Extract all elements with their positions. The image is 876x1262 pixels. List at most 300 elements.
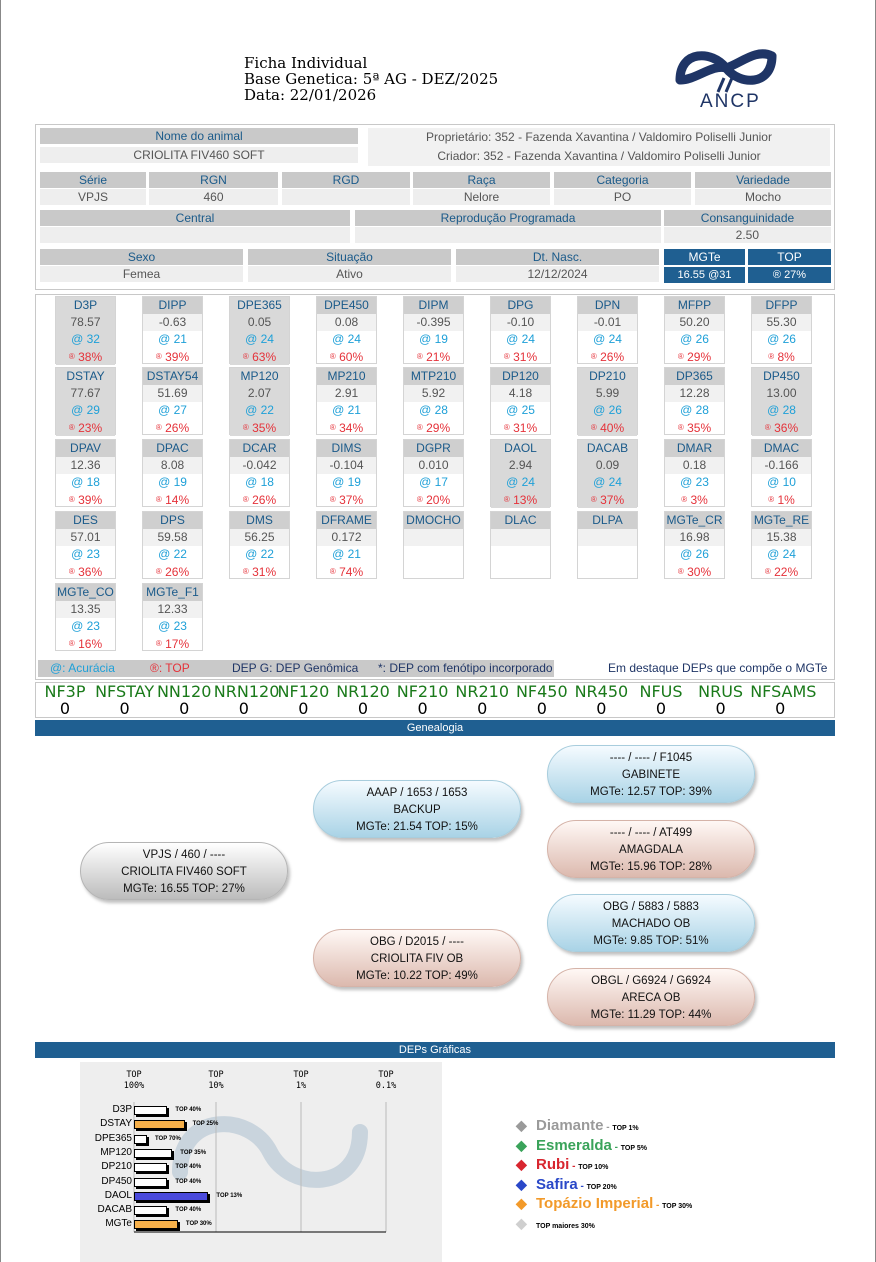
diamond-icon: ◆ [516, 1117, 527, 1133]
genealogia-title: Genealogia [35, 720, 835, 736]
chart-bar-daol [134, 1192, 208, 1201]
raca-value: Nelore [413, 189, 550, 205]
dep-value: 5.92 [404, 385, 463, 402]
nf-cell-nr210 [452, 683, 512, 717]
chart-bar-label: TOP 40% [175, 1207, 202, 1214]
nasc-label: Dt. Nasc. [456, 249, 659, 265]
dep-accuracy [404, 546, 463, 563]
pedigree-sire-sire[interactable] [547, 745, 755, 803]
nf-cell-nf3p [35, 683, 95, 717]
sire-id: AAAP / 1653 / 1653 [366, 787, 468, 799]
mgte-label: MGTe [664, 249, 745, 265]
nf-value: 0 [715, 699, 726, 718]
rgn-label: RGN [149, 172, 278, 188]
nf-value: 0 [59, 699, 71, 718]
top-mark: ® [155, 352, 162, 361]
dep-cell-dps [142, 511, 203, 579]
pedigree-dam-sire[interactable] [547, 894, 755, 952]
gem-top: TOP maiores 30% [536, 1222, 595, 1230]
sd-mgte: MGTe: 15.96 TOP: 28% [590, 861, 712, 873]
nf-name: NF120 [277, 682, 330, 701]
dep-cell-dlac [490, 511, 551, 579]
gem-name: Rubi [536, 1156, 570, 1173]
dep-name: DIPP [143, 297, 202, 314]
top-mark: ® [590, 352, 597, 361]
dep-name: DPE365 [230, 297, 289, 314]
dep-name: DP365 [665, 368, 724, 385]
dep-cell-dstay [55, 367, 116, 435]
chart-bar-label: TOP 40% [175, 1178, 202, 1185]
dep-accuracy: @ 24 [767, 547, 796, 561]
dep-value: 12.28 [665, 385, 724, 402]
chart-bar-mgte [134, 1220, 178, 1229]
chart-column-head-line: TOP [126, 1070, 142, 1080]
gem-top: TOP 1% [612, 1125, 639, 1132]
gem-separator: - [611, 1141, 621, 1153]
report-header [244, 55, 498, 103]
pedigree-sire-dam[interactable] [547, 820, 755, 878]
dep-value: 5.99 [578, 385, 637, 402]
chart-bar-dstay [134, 1120, 185, 1129]
dep-name: MGTe_F1 [143, 584, 202, 601]
nf-cell-nrn120 [213, 682, 280, 718]
animal-name: CRIOLITA FIV460 SOFT [121, 866, 247, 878]
dep-cell-dipm [403, 296, 464, 364]
gem-legend-row [516, 1137, 647, 1155]
dep-top: ® 39% [155, 350, 190, 364]
chart-bar-label: TOP 40% [175, 1164, 202, 1171]
gem-name: Safira [536, 1175, 578, 1193]
nf-cell-nf210 [393, 683, 453, 717]
gem-name: Diamante [536, 1117, 604, 1134]
gem-legend-row [516, 1215, 595, 1233]
dep-value: -0.63 [143, 314, 202, 331]
chart-column-head-line: 1% [295, 1081, 307, 1091]
dep-value: 0.08 [317, 314, 376, 331]
top-mark: ® [242, 423, 249, 432]
gem-legend-row [516, 1176, 617, 1194]
dep-top: ® 36% [68, 565, 103, 579]
dep-accuracy: @ 32 [56, 331, 115, 348]
dep-value: -0.104 [317, 457, 376, 474]
dep-value: -0.042 [230, 457, 289, 474]
dep-cell-dmac [751, 439, 812, 507]
gem-legend-row [516, 1195, 692, 1213]
rgd-value [282, 189, 410, 205]
dep-cell-dacab [577, 439, 638, 507]
top-mark: ® [416, 423, 423, 432]
ruby-icon: ◆ [516, 1156, 527, 1172]
animal-id: VPJS / 460 / ---- [142, 849, 226, 861]
dep-top: ® 60% [329, 350, 364, 364]
dep-top: ® 35% [230, 419, 289, 436]
dep-name: DACAB [578, 440, 637, 457]
categoria-value: PO [554, 189, 691, 205]
chart-column-head-line: TOP [293, 1070, 309, 1080]
sd-id: ---- / ---- / AT499 [609, 827, 693, 839]
dep-top: ® 31% [503, 350, 538, 364]
dep-accuracy: @ 26 [680, 332, 709, 346]
emerald-icon: ◆ [516, 1136, 527, 1153]
dep-value [578, 529, 637, 546]
dep-name: MP120 [230, 368, 289, 385]
dep-cell-dframe [316, 511, 377, 579]
consanguinidade-label: Consanguinidade [664, 210, 831, 226]
dep-cell-dims [316, 439, 377, 507]
dep-value: 51.69 [143, 385, 202, 402]
top-mark: ® [768, 495, 775, 504]
chart-category-label: DP450 [101, 1175, 132, 1187]
dep-accuracy [578, 546, 637, 563]
top-mark: ® [677, 423, 684, 432]
dep-value: 0.18 [665, 457, 724, 474]
chart-column-head-line: TOP [378, 1070, 394, 1080]
dep-name: DIMS [317, 440, 376, 457]
dep-value: 16.98 [665, 529, 724, 546]
nf-name: NRN120 [213, 682, 280, 701]
dep-top: ® 23% [56, 419, 115, 436]
nasc-value: 12/12/2024 [456, 266, 659, 282]
dep-cell-mgte_f1 [142, 583, 203, 651]
dep-top: ® 26% [590, 350, 625, 364]
dep-accuracy: @ 10 [767, 475, 796, 489]
dep-top: ® 37% [578, 491, 637, 508]
dep-cell-dfpp [751, 296, 812, 364]
dep-value: 78.57 [56, 314, 115, 331]
dep-value: -0.395 [404, 314, 463, 331]
top-mark: ® [68, 495, 75, 504]
top-mark: ® [68, 423, 75, 432]
dep-name: MGTe_CR [666, 513, 723, 527]
sexo-label: Sexo [40, 249, 243, 265]
dep-name: DFRAME [317, 512, 376, 529]
top-mark: ® [155, 567, 162, 576]
dep-cell-des [55, 511, 116, 579]
top-mark: ® [416, 352, 423, 361]
chart-bar-label: TOP 40% [175, 1107, 202, 1113]
gem-top: TOP 20% [586, 1183, 617, 1191]
chart-bar-label: TOP 70% [155, 1135, 181, 1142]
nf-cell-nfsams [750, 682, 817, 718]
chart-category-label: DAOL [104, 1189, 132, 1201]
dep-name: DPN [578, 297, 637, 314]
dep-top: ® 30% [677, 565, 712, 579]
nf-value: 0 [357, 699, 369, 718]
dep-top: ® 29% [416, 421, 451, 435]
raca-label: Raça [413, 172, 550, 188]
nf-value: 0 [536, 699, 547, 718]
sire-name: BACKUP [393, 804, 441, 816]
rgd-label: RGD [282, 172, 410, 188]
chart-column-head [281, 1070, 321, 1092]
dep-name: DIPM [404, 297, 463, 314]
ss-mgte: MGTe: 12.57 TOP: 39% [590, 786, 712, 798]
dep-value [404, 529, 463, 546]
dep-name: DPS [143, 512, 202, 529]
dep-cell-dstay54 [142, 367, 203, 435]
situacao-value: Ativo [248, 266, 451, 282]
dep-top: ® 31% [503, 421, 538, 435]
dep-accuracy: @ 28 [752, 402, 811, 419]
dep-name: DCAR [230, 440, 289, 457]
criador: Criador: 352 - Fazenda Xavantina / Valdomiro Poliselli Junior [368, 147, 830, 166]
reproducao-label: Reprodução Programada [355, 210, 661, 226]
chart-bar-mp120 [134, 1149, 172, 1158]
sire-mgte: MGTe: 21.54 TOP: 15% [356, 821, 478, 833]
nf-cell-nfstay [95, 683, 155, 717]
dep-value: 2.94 [491, 457, 550, 474]
dep-value: 0.010 [404, 457, 463, 474]
nf-cell-nf120 [273, 683, 333, 717]
dd-id: OBGL / G6924 / G6924 [591, 975, 711, 987]
dep-top [404, 563, 463, 580]
dam-name: CRIOLITA FIV OB [370, 953, 464, 965]
dep-top: ® 1% [768, 493, 795, 507]
top-mark: ® [68, 639, 75, 648]
dep-name: DMOCHO [404, 512, 463, 529]
dep-accuracy: @ 26 [767, 332, 796, 346]
dep-top: ® 35% [677, 421, 712, 435]
dep-name: MTP210 [404, 368, 463, 385]
dep-value: 4.18 [491, 385, 550, 402]
reproducao-value [355, 227, 661, 243]
nf-value: 0 [298, 699, 309, 718]
top-value: ® 27% [748, 267, 831, 283]
dep-value: 13.35 [56, 601, 115, 618]
dep-cell-dp120 [490, 367, 551, 435]
dep-accuracy: @ 25 [506, 403, 535, 417]
nf-name: NRUS [698, 682, 744, 701]
nf-name: NFSAMS [750, 682, 817, 701]
pedigree-dam[interactable] [313, 929, 521, 987]
ss-id: ---- / ---- / F1045 [609, 752, 693, 764]
dd-mgte: MGTe: 11.29 TOP: 44% [590, 1009, 712, 1021]
dep-accuracy: @ 27 [158, 403, 187, 417]
nf-value: 0 [655, 699, 667, 718]
dep-cell-dpe365 [229, 296, 290, 364]
ds-id: OBG / 5883 / 5883 [603, 901, 699, 913]
dep-value: 8.08 [143, 457, 202, 474]
dep-value: -0.166 [752, 457, 811, 474]
nome-label: Nome do animal [40, 128, 358, 144]
dep-top [491, 563, 550, 580]
dep-top: ® 26% [155, 421, 190, 435]
chart-bar-d3p [134, 1106, 167, 1115]
sd-name: AMAGDALA [619, 844, 683, 856]
sapphire-icon: ◆ [516, 1175, 527, 1192]
top-mark: ® [677, 352, 684, 361]
pedigree-sire[interactable] [313, 780, 521, 838]
chart-column-head-line: 100% [123, 1081, 145, 1091]
serie-label: Série [40, 172, 146, 188]
variedade-label: Variedade [695, 172, 831, 188]
dep-cell-dpac [142, 439, 203, 507]
top-mark: ® [155, 639, 162, 648]
logo-text: ANCP [700, 91, 761, 112]
dep-top: ® 34% [329, 421, 364, 435]
dep-top: ® 26% [155, 565, 190, 579]
central-label: Central [40, 210, 350, 226]
dep-cell-mtp210 [403, 367, 464, 435]
gem-legend-row [516, 1117, 639, 1135]
top-mark: ® [677, 567, 684, 576]
dep-name: DMAR [665, 440, 724, 457]
dep-accuracy: @ 28 [680, 403, 709, 417]
dep-cell-dgpr [403, 439, 464, 507]
dep-chart [80, 1062, 442, 1262]
dep-top: ® 63% [230, 348, 289, 365]
nf-name: NN120 [156, 682, 212, 701]
nf-name: NR450 [574, 682, 629, 701]
dep-accuracy: @ 22 [158, 547, 187, 561]
dep-name: D3P [56, 297, 115, 314]
gem-top: TOP 30% [662, 1203, 693, 1210]
dep-top: ® 20% [416, 493, 451, 507]
chart-category-label: DP210 [101, 1161, 132, 1173]
dep-name: DFPP [752, 297, 811, 314]
mgte-value: 16.55 @31 [664, 267, 745, 283]
chart-column-head-line: TOP [208, 1070, 224, 1080]
dep-cell-dlpa [577, 511, 638, 579]
dep-cell-dmar [664, 439, 725, 507]
dep-cell-dipp [142, 296, 203, 364]
dep-accuracy: @ 24 [332, 332, 361, 346]
dep-accuracy: @ 24 [230, 331, 289, 348]
dep-name: DGPR [404, 440, 463, 457]
dep-accuracy: @ 28 [419, 403, 448, 417]
top-mark: ® [242, 495, 249, 504]
dep-cell-dms [229, 511, 290, 579]
dep-accuracy: @ 19 [332, 475, 361, 489]
dep-name: DPAV [56, 440, 115, 457]
dep-accuracy: @ 17 [419, 475, 448, 489]
dep-value: 0.172 [317, 529, 376, 546]
dam-id: OBG / D2015 / ---- [370, 936, 464, 948]
nf-name: NR120 [336, 682, 390, 701]
dep-top: ® 8% [768, 350, 795, 364]
dep-accuracy: @ 26 [680, 547, 709, 561]
legend-bar [38, 660, 554, 677]
dep-accuracy: @ 19 [419, 332, 448, 346]
dep-accuracy: @ 23 [71, 547, 100, 561]
dep-accuracy: @ 22 [245, 547, 274, 561]
dep-cell-dcar [229, 439, 290, 507]
chart-column-head [114, 1070, 154, 1092]
chart-category-label: MGTe [105, 1218, 132, 1230]
dep-top: ® 40% [578, 419, 637, 436]
base-genetica: Base Genetica: 5ª AG - DEZ/2025 [244, 70, 499, 88]
chart-bar-dp450 [134, 1178, 167, 1187]
dep-top: ® 16% [68, 637, 103, 651]
top-mark: ® [329, 423, 336, 432]
nf-name: NR210 [455, 682, 509, 701]
nf-value: 0 [775, 699, 786, 718]
dep-top [578, 563, 637, 580]
chart-bar-dpe365 [134, 1135, 147, 1144]
dep-accuracy: @ 21 [332, 547, 361, 561]
chart-category-label: DSTAY [100, 1118, 132, 1130]
top-mark: ® [416, 495, 423, 504]
nf-name: NF210 [396, 682, 449, 701]
variedade-value: Mocho [695, 189, 831, 205]
ds-name: MACHADO OB [611, 918, 691, 930]
dep-accuracy: @ 21 [332, 403, 361, 417]
legend-destaque: Em destaque DEPs que compõe o MGTe [608, 661, 828, 675]
top-mark: ® [768, 352, 775, 361]
categoria-label: Categoria [554, 172, 691, 188]
gem-legend-row [516, 1156, 608, 1174]
dep-cell-dp450 [751, 367, 812, 435]
dep-name: DES [56, 512, 115, 529]
dep-value: 57.01 [56, 529, 115, 546]
situacao-label: Situação [248, 249, 451, 265]
dep-cell-dpav [55, 439, 116, 507]
dep-value: 15.38 [752, 529, 811, 546]
nf-cell-nfus [631, 683, 691, 717]
dep-top: ® 21% [416, 350, 451, 364]
dep-accuracy: @ 19 [158, 475, 187, 489]
dep-value: 55.30 [752, 314, 811, 331]
nf-value: 0 [477, 699, 488, 718]
nf-value: 0 [238, 699, 249, 718]
dep-cell-dp210 [577, 367, 638, 435]
central-value [40, 227, 350, 243]
chart-bar-label: TOP 25% [192, 1121, 219, 1128]
top-mark: ® [68, 567, 75, 576]
dep-cell-mgte_cr [664, 511, 725, 579]
dep-name: DSTAY [56, 368, 115, 385]
dep-cell-dpe450 [316, 296, 377, 364]
pedigree-animal[interactable] [80, 842, 288, 900]
dep-value: 50.20 [665, 314, 724, 331]
gem-separator: - [569, 1161, 579, 1172]
dep-value: 59.58 [143, 529, 202, 546]
dep-value [491, 529, 550, 546]
ds-mgte: MGTe: 9.85 TOP: 51% [593, 935, 709, 947]
white-gem-icon: ◆ [516, 1214, 527, 1231]
dep-top: ® 37% [329, 493, 364, 507]
dep-value: 0.05 [230, 314, 289, 331]
nf-cell-nrus [691, 683, 751, 717]
dep-accuracy: @ 26 [578, 402, 637, 419]
dep-value: 2.91 [317, 385, 376, 402]
dep-cell-dpg [490, 296, 551, 364]
top-mark: ® [503, 352, 510, 361]
nf-value: 0 [119, 699, 130, 718]
gem-top: TOP 10% [578, 1164, 609, 1171]
dep-name: DSTAY54 [143, 368, 202, 385]
dep-accuracy: @ 18 [71, 475, 100, 489]
dep-name: DP210 [578, 368, 637, 385]
nf-cell-nf450 [512, 683, 572, 717]
nf-value: 0 [417, 699, 428, 718]
top-mark: ® [242, 567, 249, 576]
chart-column-head-line: 10% [208, 1081, 224, 1091]
report-title: Ficha Individual [244, 54, 368, 72]
pedigree-dam-dam[interactable] [547, 968, 755, 1026]
chart-category-label: DPE365 [94, 1132, 132, 1144]
top-mark: ® [590, 423, 597, 432]
graficas-title: DEPs Gráficas [35, 1042, 835, 1058]
top-mark: ® [590, 495, 597, 504]
dep-top: ® 13% [491, 491, 550, 508]
top-label: TOP [748, 249, 831, 265]
rgn-value: 460 [149, 189, 278, 205]
dep-name: DLAC [491, 512, 550, 529]
dep-cell-mp210 [316, 367, 377, 435]
dep-cell-dp365 [664, 367, 725, 435]
chart-column-head [366, 1070, 406, 1092]
